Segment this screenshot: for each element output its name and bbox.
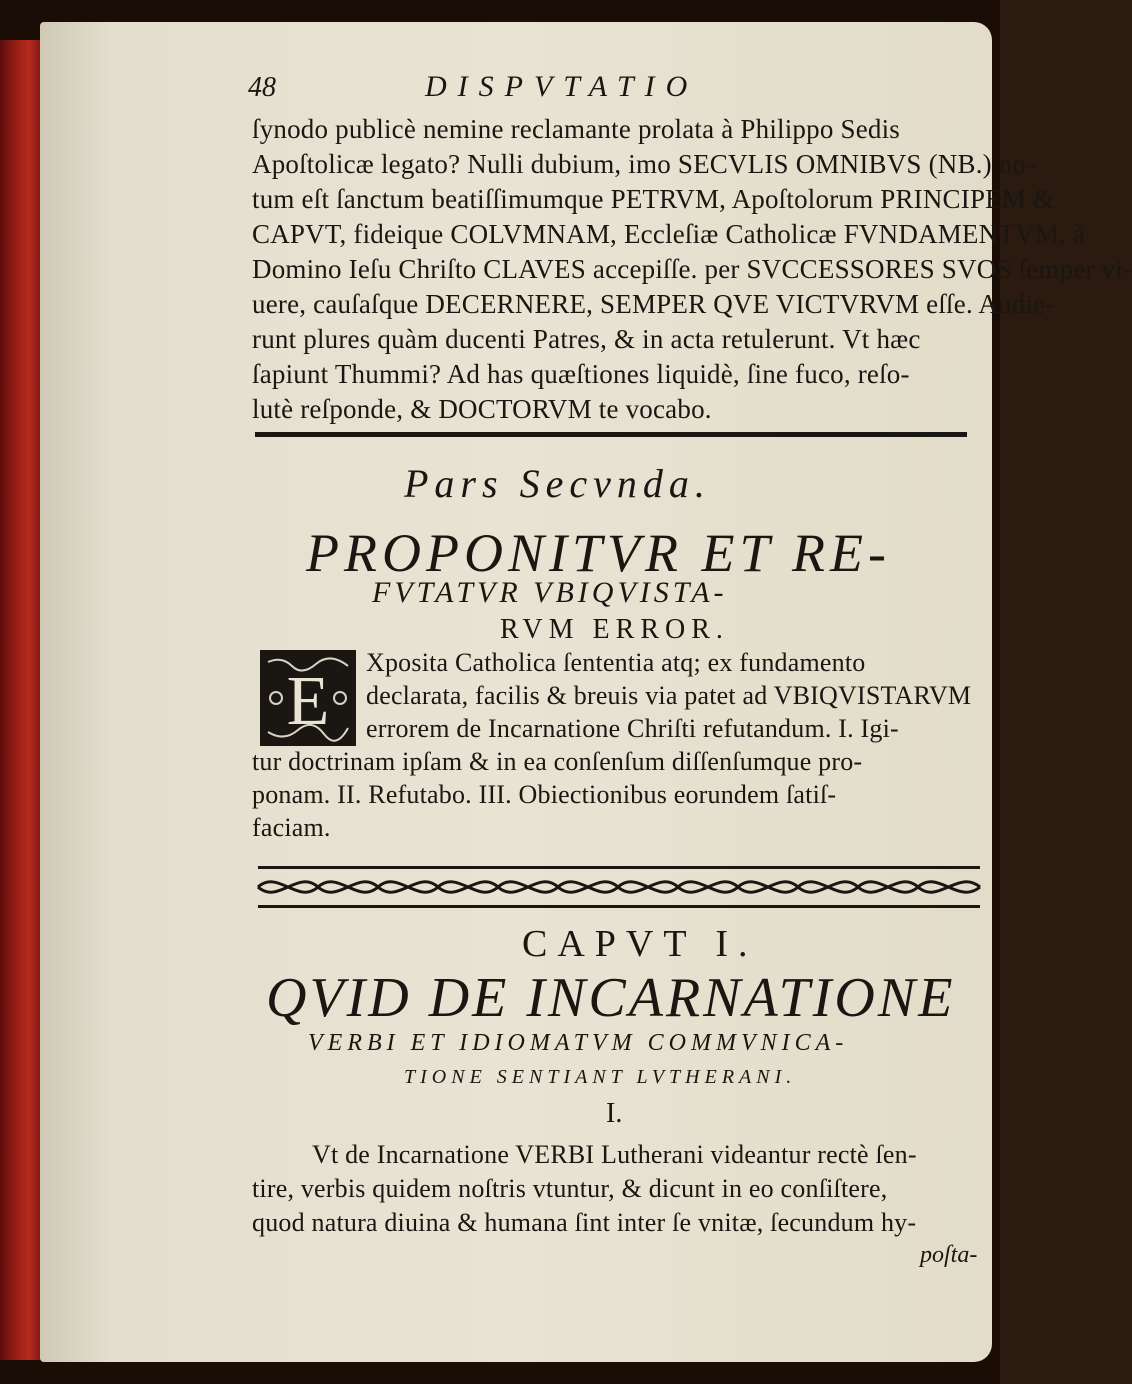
text-line: runt plures quàm ducenti Patres, & in acta retulerunt. Vt hæc bbox=[252, 324, 921, 354]
text-line: ſapiunt Thummi? Ad has quæſtiones liquidè, ſine fuco, reſo- bbox=[252, 359, 910, 389]
catchword: poſta- bbox=[920, 1242, 978, 1268]
text-line: tur doctrinam ipſam & in ea conſenſum diſſenſumque pro- bbox=[252, 747, 863, 776]
text-line: faciam. bbox=[252, 813, 331, 842]
chapter-heading: CAPVT I. bbox=[522, 923, 758, 965]
red-page-edge bbox=[0, 40, 42, 1360]
text-line: uere, cauſaſque DECERNERE, SEMPER QVE VICTVRVM eſſe. Audie- bbox=[252, 289, 1055, 319]
text-line: quod natura diuina & humana ſint inter ſe vnitæ, ſecundum hy- bbox=[252, 1208, 917, 1237]
text-line: tum eſt ſanctum beatiſſimumque PETRVM, Apoſtolorum PRINCIPEM & bbox=[252, 184, 1055, 214]
running-head: DISPVTATIO bbox=[425, 70, 699, 103]
decorated-initial-ornament-icon bbox=[262, 652, 354, 744]
text-line: Xposita Catholica ſententia atq; ex fundamento bbox=[366, 648, 866, 677]
paragraph-number: I. bbox=[606, 1098, 623, 1129]
section-divider-rule bbox=[255, 432, 967, 437]
decorative-band-icon bbox=[258, 864, 980, 910]
text-line: tire, verbis quidem noſtris vtuntur, & dicunt in eo conſiſtere, bbox=[252, 1174, 888, 1203]
book-page bbox=[40, 22, 1132, 1362]
section-title-line1: PROPONITVR ET RE- bbox=[306, 523, 891, 583]
text-line: ponam. II. Refutabo. III. Obiectionibus eorundem ſatiſ- bbox=[252, 780, 837, 809]
section-title-line3: RVM ERROR. bbox=[500, 614, 729, 645]
section-pars-heading: Pars Secvnda. bbox=[404, 461, 711, 506]
text-line: Domino Ieſu Chriſto CLAVES accepiſſe. per SVCCESSORES SVOS ſemper vi- bbox=[252, 254, 1132, 284]
decorated-initial bbox=[260, 650, 356, 746]
text-line: Vt de Incarnatione VERBI Lutherani videantur rectè ſen- bbox=[312, 1140, 917, 1169]
initial-letter: E bbox=[286, 663, 330, 740]
text-line: CAPVT, fideique COLVMNAM, Eccleſiæ Catholicæ FVNDAMENTVM, à bbox=[252, 219, 1085, 249]
chapter-title: QVID DE INCARNATIONE bbox=[266, 967, 956, 1029]
section-title-line2: FVTATVR VBIQVISTA- bbox=[372, 576, 728, 609]
text-line: ſynodo publicè nemine reclamante prolata à Philippo Sedis bbox=[252, 114, 900, 144]
chapter-subtitle-line1: VERBI ET IDIOMATVM COMMVNICA- bbox=[308, 1030, 849, 1056]
text-line: lutè reſponde, & DOCTORVM te vocabo. bbox=[252, 394, 712, 424]
text-line: declarata, facilis & breuis via patet ad VBIQVISTARVM bbox=[366, 681, 972, 710]
text-line: Apoſtolicæ legato? Nulli dubium, imo SECVLIS OMNIBVS (NB.) no- bbox=[252, 149, 1036, 179]
text-line: errorem de Incarnatione Chriſti refutandum. I. Igi- bbox=[366, 714, 899, 743]
page-number: 48 bbox=[248, 72, 276, 103]
chapter-subtitle-line2: TIONE SENTIANT LVTHERANI. bbox=[404, 1066, 797, 1088]
